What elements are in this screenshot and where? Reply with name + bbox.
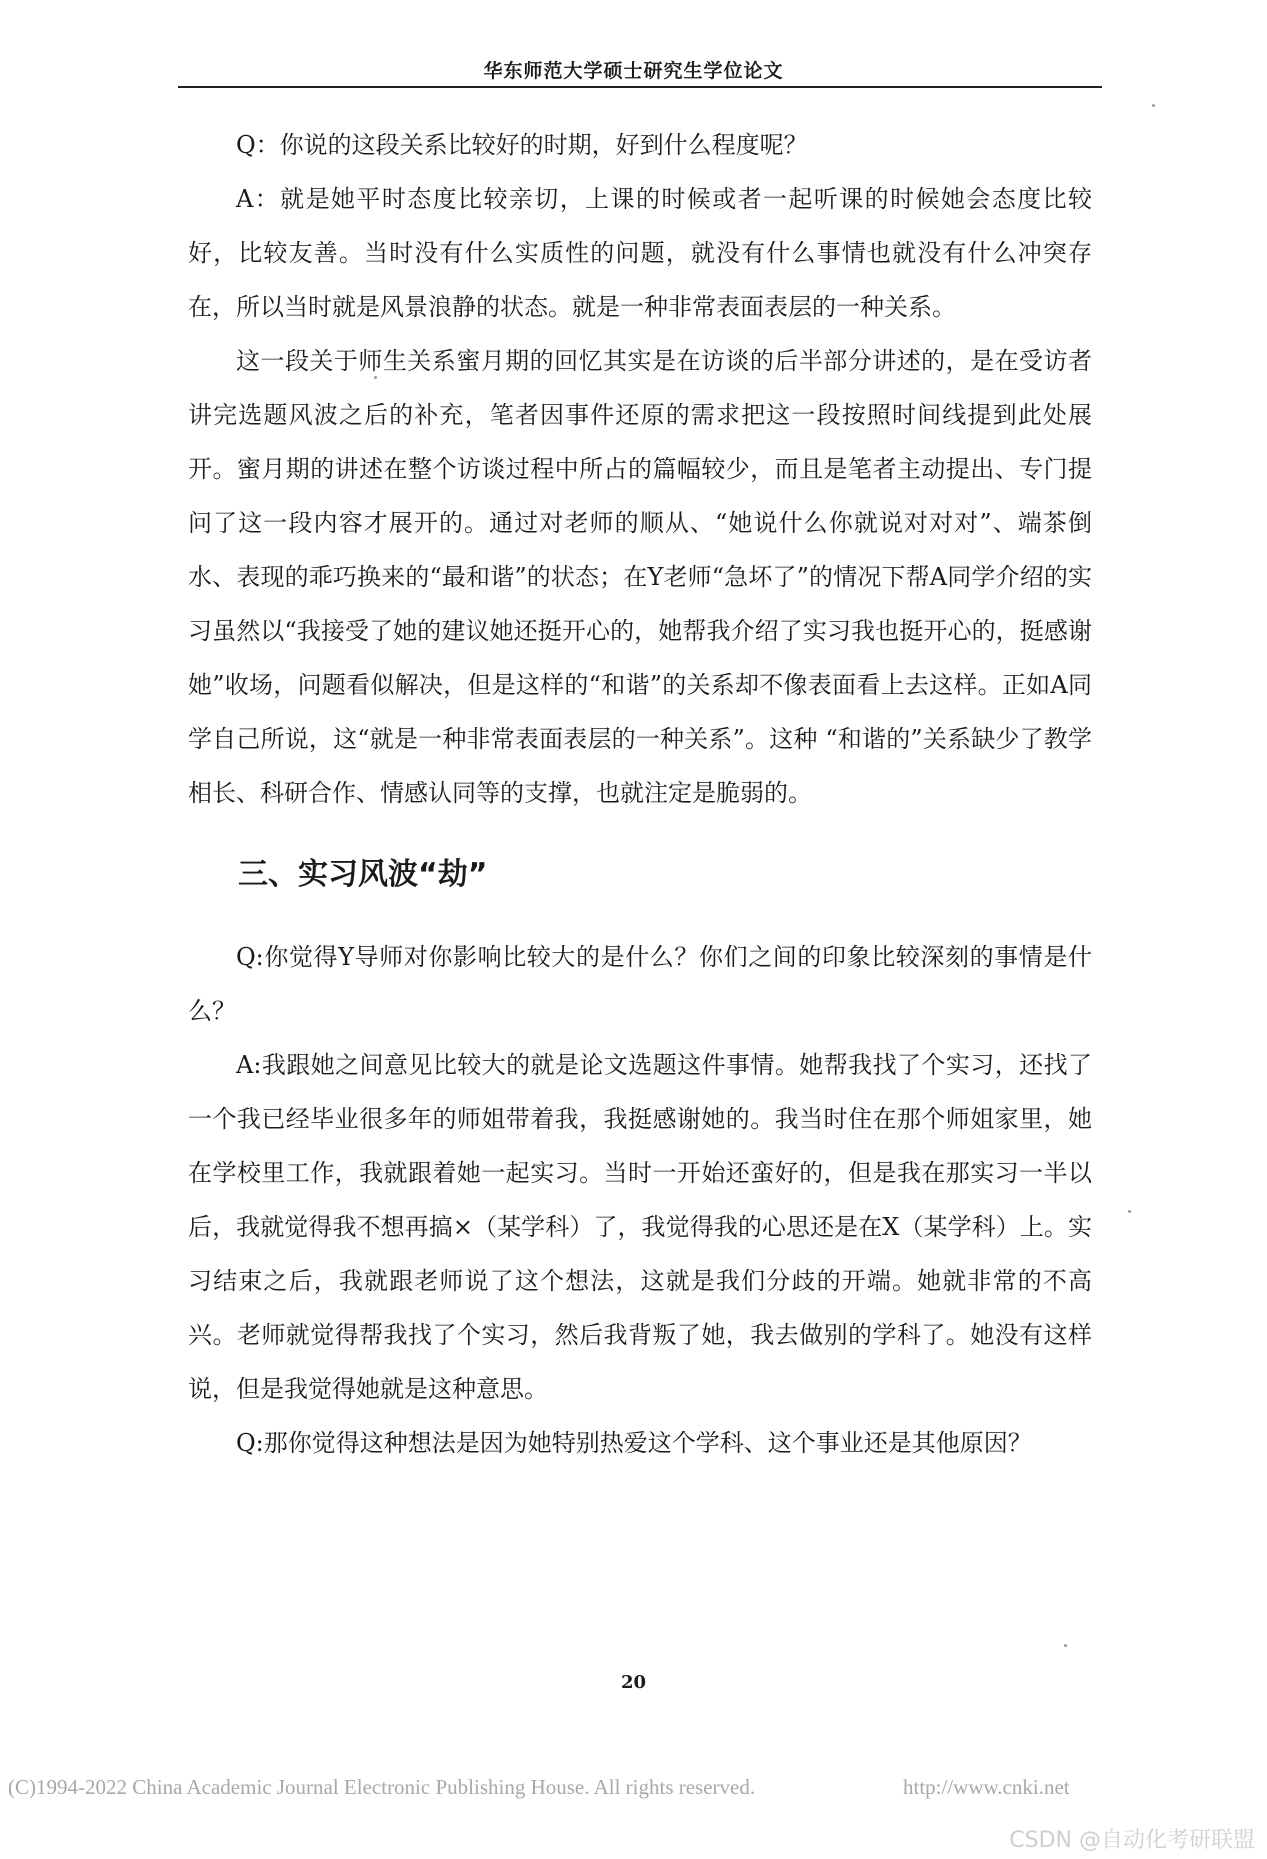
page-header-title: 华东师范大学硕士研究生学位论文 (483, 60, 784, 82)
scan-speck (1152, 104, 1155, 107)
paragraph-analysis: 这一段关于师生关系蜜月期的回忆其实是在访谈的后半部分讲述的，是在受访者讲完选题风波之后的补充，笔者因事件还原的需求把这一段按照时间线提到此处展开。蜜月期的讲述在整个访谈过程中所占的篇幅较少，而且是笔者主动提出、专门提问了这一段内容才展开的。通过对老师的顺从、“她说什么你就说对对对”、端茶倒水、表现的乖巧换来的“最和谐”的状态；在Y老师“急坏了”的情况下帮A同学介绍的实习虽然以“我接受了她的建议她还挺开心的，她帮我介绍了实习我也挺开心的，挺感谢她”收场，问题看似解决，但是这样的“和谐”的关系却不像表面看上去这样。正如A同学自己所说，这“就是一种非常表面表层的一种关系”。这种 “和谐的”关系缺少了教学相长、科研合作、情感认同等的支撑，也就注定是脆弱的。 (188, 347, 1092, 807)
paragraph-q1: Q：你说的这段关系比较好的时期，好到什么程度呢？ (236, 131, 808, 159)
page-number: 20 (620, 1672, 647, 1693)
paragraph-q2: Q:你觉得Y导师对你影响比较大的是什么？你们之间的印象比较深刻的事情是什么？ (188, 943, 1092, 1025)
watermark: CSDN @自动化考研联盟 (1009, 1828, 1255, 1853)
scan-speck (1128, 1210, 1131, 1213)
header-divider (178, 86, 1102, 88)
scan-speck (1064, 1644, 1067, 1647)
paragraph-a1: A：就是她平时态度比较亲切，上课的时候或者一起听课的时候她会态度比较好，比较友善。当时没有什么实质性的问题，就没有什么事情也就没有什么冲突存在，所以当时就是风景浪静的状态。就是一种非常表面表层的一种关系。 (188, 185, 1092, 321)
paragraph-q3: Q:那你觉得这种想法是因为她特别热爱这个学科、这个事业还是其他原因？ (236, 1429, 1032, 1457)
scan-speck (374, 376, 377, 379)
body-text (188, 118, 1092, 1470)
footer-url: http://www.cnki.net (903, 1775, 1070, 1799)
paragraph-a2: A:我跟她之间意见比较大的就是论文选题这件事情。她帮我找了个实习，还找了一个我已经毕业很多年的师姐带着我，我挺感谢她的。我当时住在那个师姐家里，她在学校里工作，我就跟着她一起实习。当时一开始还蛮好的，但是我在那实习一半以后，我就觉得我不想再搞×（某学科）了，我觉得我的心思还是在X（某学科）上。实习结束之后，我就跟老师说了这个想法，这就是我们分歧的开端。她就非常的不高兴。老师就觉得帮我找了个实习，然后我背叛了她，我去做别的学科了。她没有这样说，但是我觉得她就是这种意思。 (188, 1051, 1092, 1403)
footer-copyright: (C)1994-2022 China Academic Journal Electronic Publishing House. All rights reserved. (8, 1775, 756, 1799)
section-heading: 三、实习风波“劫” (238, 857, 488, 892)
